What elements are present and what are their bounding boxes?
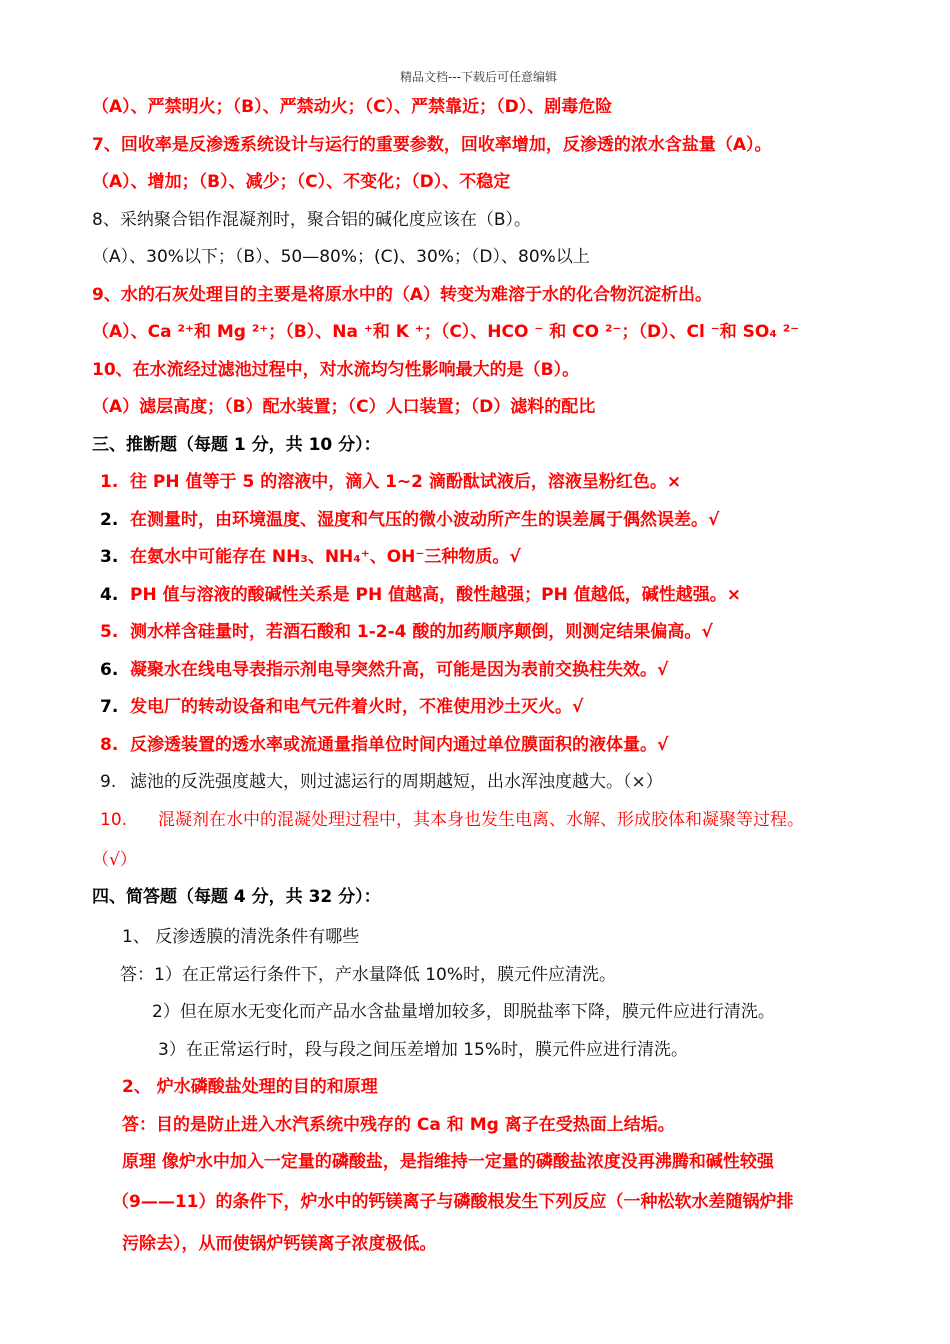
judgement-item-2	[100, 509, 719, 531]
judgement-item-6	[100, 659, 668, 681]
choice-options-6: （A）、严禁明火；（B）、严禁动火；（C）、严禁靠近；（D）、剧毒危险	[92, 97, 613, 117]
section-heading-short-answer: 四、简答题（每题 4 分，共 32 分）：	[92, 887, 381, 907]
item-text: 发电厂的转动设备和电气元件着火时，不准使用沙土灭火。√	[130, 697, 584, 717]
item-text: 反渗透装置的透水率或流通量指单位时间内通过单位膜面积的液体量。√	[130, 735, 669, 755]
answer-1-line-2: 2）但在原水无变化而产品水含盐量增加较多，即脱盐率下降，膜元件应进行清洗。	[152, 1002, 775, 1022]
judgement-item-9	[100, 771, 663, 793]
item-number: 9.	[100, 772, 117, 792]
choice-options-8: （A）、30%以下；（B）、50—80%；(C)、30%；（D）、80%以上	[92, 247, 590, 267]
choice-options-7: （A）、增加；（B）、减少；（C）、不变化；（D）、不稳定	[92, 172, 511, 192]
question-10: 10、在水流经过滤池过程中，对水流均匀性影响最大的是（B）。	[92, 360, 580, 380]
judgement-item-10	[100, 809, 804, 831]
choice-options-10: （A）滤层高度；（B）配水装置；（C）人口装置；（D）滤料的配比	[92, 397, 596, 417]
item-number: 4.	[100, 585, 119, 605]
item-text: 凝聚水在线电导表指示剂电导突然升高，可能是因为表前交换柱失效。√	[130, 660, 669, 680]
choice-options-9: （A）、Ca ²⁺和 Mg ²⁺；（B）、Na ⁺和 K ⁺；（C）、HCO ⁻ 和 CO ²⁻；（D）、Cl ⁻和 SO₄ ²⁻	[92, 322, 800, 342]
question-7: 7、回收率是反渗透系统设计与运行的重要参数，回收率增加，反渗透的浓水含盐量（A）。	[92, 135, 772, 155]
judgement-item-7	[100, 696, 583, 718]
item-text: 混凝剂在水中的混凝处理过程中，其本身也发生电离、水解、形成胶体和凝聚等过程。	[158, 810, 804, 830]
judgement-item-3	[100, 546, 521, 568]
judgement-item-5	[100, 621, 713, 643]
item-number: 2.	[100, 510, 119, 530]
answer-2-line-3: （9——11）的条件下，炉水中的钙镁离子与磷酸根发生下列反应（一种松软水差随锅炉排	[112, 1192, 794, 1212]
question-8: 8、采纳聚合铝作混凝剂时，聚合铝的碱化度应该在（B）。	[92, 210, 531, 230]
item-number: 10.	[100, 810, 128, 830]
section-heading-judgement: 三、推断题（每题 1 分，共 10 分）：	[92, 435, 381, 455]
question-9: 9、水的石灰处理目的主要是将原水中的（A）转变为难溶于水的化合物沉淀析出。	[92, 285, 712, 305]
item-number: 3.	[100, 547, 119, 567]
short-question-1: 1、 反渗透膜的清洗条件有哪些	[122, 927, 360, 947]
judgement-item-4	[100, 584, 741, 606]
judgement-item-8	[100, 734, 668, 756]
item-text: PH 值与溶液的酸碱性关系是 PH 值越高，酸性越强；PH 值越低，碱性越强。×	[130, 585, 741, 605]
judgement-item-1	[100, 471, 681, 493]
item-text: 往 PH 值等于 5 的溶液中，滴入 1~2 滴酚酞试液后，溶液呈粉红色。×	[130, 472, 682, 492]
judgement-item-10-answer: （√）	[92, 850, 137, 870]
answer-2-line-2: 原理 像炉水中加入一定量的磷酸盐，是指维持一定量的磷酸盐浓度没再沸腾和碱性较强	[122, 1152, 774, 1172]
answer-2-line-4: 污除去），从而使锅炉钙镁离子浓度极低。	[122, 1234, 437, 1254]
page-header: 精品文档---下载后可任意编辑	[400, 70, 557, 84]
item-number: 1.	[100, 472, 119, 492]
item-number: 7.	[100, 697, 119, 717]
item-number: 6.	[100, 660, 119, 680]
item-text: 测水样含硅量时，若酒石酸和 1-2-4 酸的加药顺序颠倒，则测定结果偏高。√	[130, 622, 713, 642]
answer-1-line-3: 3）在正常运行时，段与段之间压差增加 15%时，膜元件应进行清洗。	[158, 1040, 689, 1060]
item-number: 8.	[100, 735, 119, 755]
item-number: 5.	[100, 622, 119, 642]
item-text: 滤池的反洗强度越大，则过滤运行的周期越短，出水浑浊度越大。（×）	[130, 772, 663, 792]
answer-1-line-1: 答：1）在正常运行条件下，产水量降低 10%时，膜元件应清洗。	[120, 965, 617, 985]
item-text: 在测量时，由环境温度、湿度和气压的微小波动所产生的误差属于偶然误差。√	[130, 510, 720, 530]
short-question-2: 2、 炉水磷酸盐处理的目的和原理	[122, 1077, 378, 1097]
answer-2-line-1: 答：目的是防止进入水汽系统中残存的 Ca 和 Mg 离子在受热面上结垢。	[122, 1115, 675, 1135]
item-text: 在氨水中可能存在 NH₃、NH₄⁺、OH⁻三种物质。√	[130, 547, 521, 567]
